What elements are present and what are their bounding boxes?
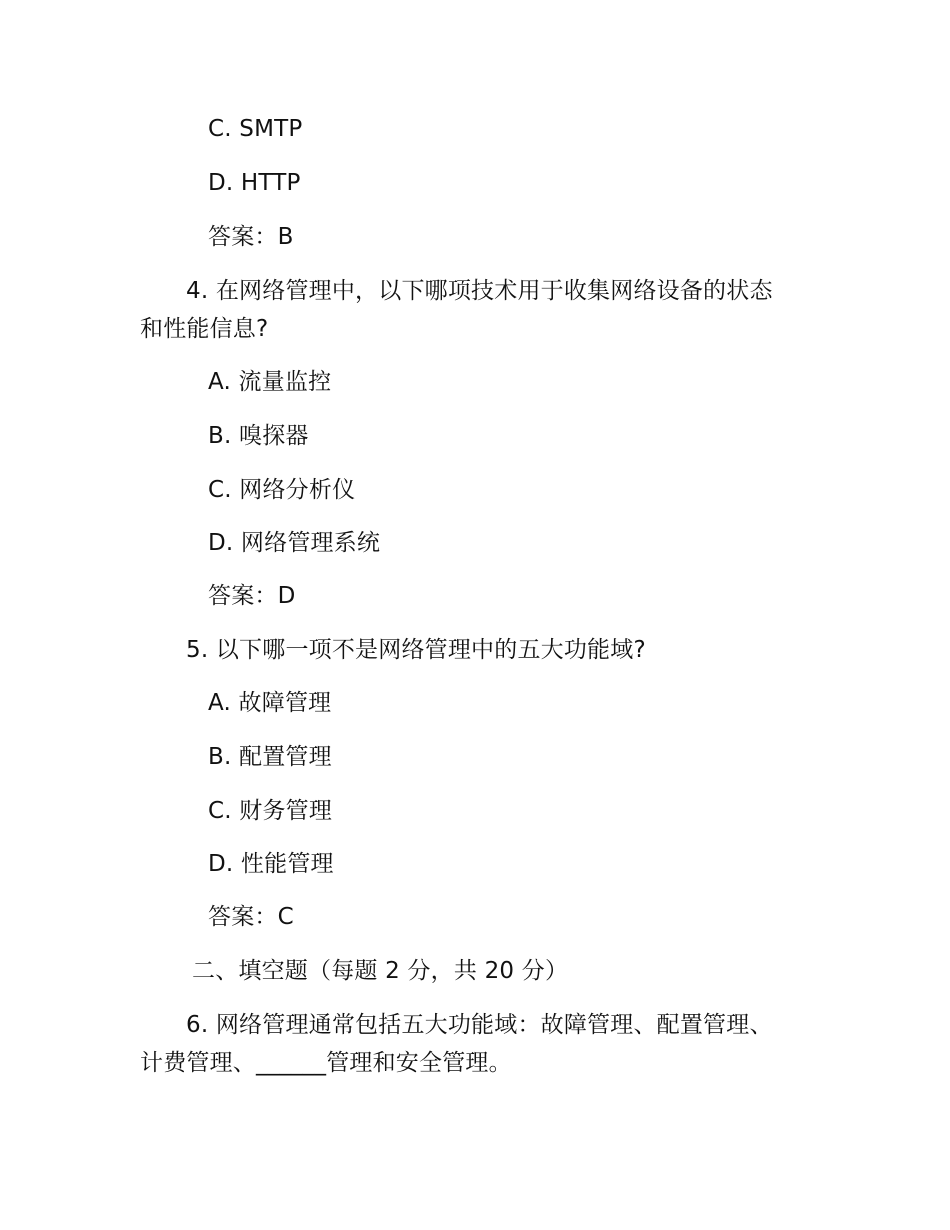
q4-stem-line2: 和性能信息?	[140, 316, 269, 342]
section2-heading: 二、填空题（每题 2 分，共 20 分）	[192, 958, 569, 984]
q6-stem-line1: 6. 网络管理通常包括五大功能域：故障管理、配置管理、	[186, 1012, 773, 1038]
q3-answer: 答案：B	[208, 224, 294, 250]
q5-option-d: D. 性能管理	[208, 851, 334, 877]
q4-stem-line1: 4. 在网络管理中，以下哪项技术用于收集网络设备的状态	[186, 278, 773, 304]
q6-stem-line2: 计费管理、______管理和安全管理。	[140, 1050, 512, 1076]
q3-option-d: D. HTTP	[208, 170, 301, 196]
q5-option-a: A. 故障管理	[208, 690, 332, 716]
q5-option-b: B. 配置管理	[208, 744, 332, 770]
q5-stem: 5. 以下哪一项不是网络管理中的五大功能域?	[186, 637, 646, 663]
q4-answer: 答案：D	[208, 583, 296, 609]
q5-option-c: C. 财务管理	[208, 798, 333, 824]
q4-option-b: B. 嗅探器	[208, 423, 309, 449]
q4-option-d: D. 网络管理系统	[208, 530, 381, 556]
q3-option-c: C. SMTP	[208, 116, 303, 142]
q4-option-a: A. 流量监控	[208, 369, 332, 395]
q4-option-c: C. 网络分析仪	[208, 477, 356, 503]
q5-answer: 答案：C	[208, 904, 294, 930]
